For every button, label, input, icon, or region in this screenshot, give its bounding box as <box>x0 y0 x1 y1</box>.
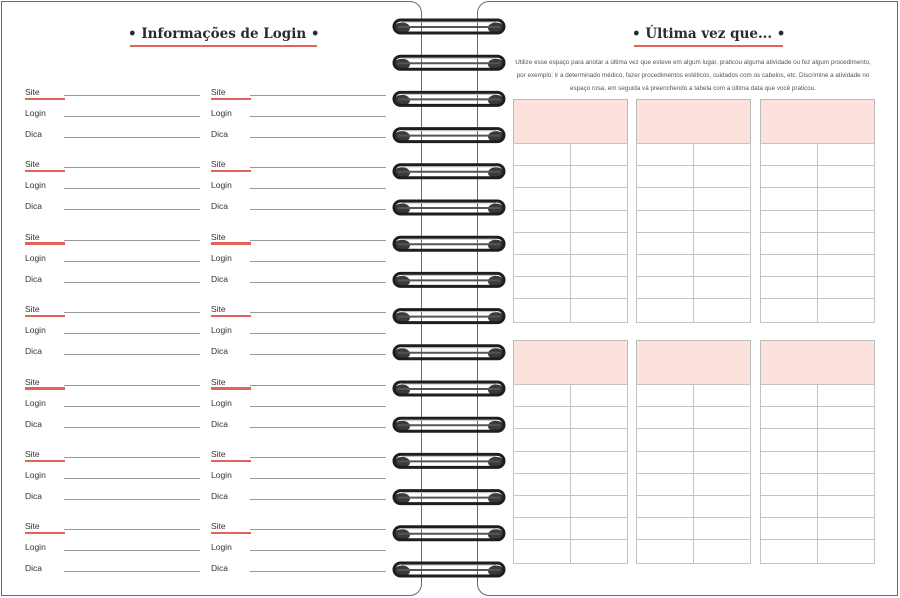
date-cell[interactable] <box>636 539 694 563</box>
binding-ring <box>394 491 504 505</box>
login-field[interactable] <box>250 333 386 334</box>
binding-ring <box>394 92 504 106</box>
date-cell[interactable] <box>817 232 876 256</box>
date-cell[interactable] <box>513 298 571 322</box>
date-cell[interactable] <box>570 232 629 256</box>
date-cell[interactable] <box>570 165 629 189</box>
date-cell[interactable] <box>636 517 694 541</box>
tip-label: Dica <box>25 273 43 284</box>
tip-label: Dica <box>25 129 43 139</box>
binding-ring <box>394 310 504 324</box>
binding-ring <box>394 454 504 468</box>
date-cell[interactable] <box>760 232 818 256</box>
date-cell[interactable] <box>513 165 571 189</box>
tip-label: Dica <box>211 563 229 574</box>
date-cell[interactable] <box>760 384 818 408</box>
date-cell[interactable] <box>817 495 876 519</box>
site-label-underline <box>211 532 251 535</box>
activity-header-cell[interactable] <box>636 99 751 144</box>
date-cell[interactable] <box>817 210 876 234</box>
date-cell[interactable] <box>693 298 752 322</box>
login-label: Login <box>211 252 232 263</box>
date-cell[interactable] <box>817 406 876 430</box>
tip-field[interactable] <box>250 282 386 283</box>
date-cell[interactable] <box>693 254 752 278</box>
site-label-underline <box>211 170 251 173</box>
date-cell[interactable] <box>693 495 752 519</box>
date-cell[interactable] <box>817 451 876 475</box>
date-cell[interactable] <box>760 254 818 278</box>
login-field[interactable] <box>250 261 386 262</box>
site-label: Site <box>25 231 40 242</box>
date-cell[interactable] <box>570 473 629 497</box>
site-label: Site <box>211 449 226 459</box>
date-cell[interactable] <box>693 539 752 563</box>
login-label: Login <box>211 180 232 191</box>
date-cell[interactable] <box>636 254 694 278</box>
login-field[interactable] <box>64 116 200 117</box>
date-cell[interactable] <box>513 406 571 430</box>
date-cell[interactable] <box>570 254 629 278</box>
site-label-underline <box>211 387 251 390</box>
date-cell[interactable] <box>636 495 694 519</box>
tip-field[interactable] <box>64 499 200 500</box>
date-cell[interactable] <box>513 187 571 211</box>
site-label: Site <box>25 449 40 459</box>
login-field[interactable] <box>250 116 386 117</box>
site-label-underline <box>211 460 251 463</box>
spiral-binding-icon <box>384 0 514 598</box>
date-cell[interactable] <box>760 143 818 167</box>
site-label-underline <box>25 98 65 101</box>
date-cell[interactable] <box>570 428 629 452</box>
site-field[interactable] <box>64 95 200 96</box>
tip-label: Dica <box>25 491 43 501</box>
date-cell[interactable] <box>570 406 629 430</box>
tip-field[interactable] <box>64 137 200 138</box>
site-field[interactable] <box>250 529 386 530</box>
site-label-underline <box>25 532 65 535</box>
login-field[interactable] <box>64 188 200 189</box>
left-page <box>1 1 422 596</box>
tip-field[interactable] <box>250 427 386 428</box>
binding-ring <box>394 237 504 251</box>
date-cell[interactable] <box>693 473 752 497</box>
login-label: Login <box>25 470 46 480</box>
login-field[interactable] <box>250 550 386 551</box>
date-cell[interactable] <box>817 539 876 563</box>
login-info-title: • Informações de Login • <box>128 26 320 42</box>
tip-field[interactable] <box>250 137 386 138</box>
binding-ring <box>394 346 504 360</box>
site-label-underline <box>25 387 65 390</box>
date-cell[interactable] <box>817 143 876 167</box>
site-label: Site <box>211 159 226 170</box>
binding-ring <box>394 418 504 432</box>
date-cell[interactable] <box>513 517 571 541</box>
site-field[interactable] <box>64 312 200 313</box>
tip-field[interactable] <box>64 282 200 283</box>
date-cell[interactable] <box>760 210 818 234</box>
date-cell[interactable] <box>760 406 818 430</box>
date-cell[interactable] <box>636 406 694 430</box>
date-cell[interactable] <box>760 428 818 452</box>
date-cell[interactable] <box>693 210 752 234</box>
date-cell[interactable] <box>570 451 629 475</box>
tip-field[interactable] <box>250 209 386 210</box>
date-cell[interactable] <box>570 143 629 167</box>
binding-ring <box>394 382 504 396</box>
date-cell[interactable] <box>513 539 571 563</box>
date-cell[interactable] <box>636 428 694 452</box>
date-cell[interactable] <box>760 165 818 189</box>
tip-label: Dica <box>211 491 229 501</box>
site-label-underline <box>211 315 251 318</box>
site-label: Site <box>211 376 226 387</box>
site-label-underline <box>211 242 251 245</box>
date-cell[interactable] <box>817 517 876 541</box>
tip-label: Dica <box>25 346 43 357</box>
date-cell[interactable] <box>636 384 694 408</box>
login-label: Login <box>211 397 232 408</box>
site-label-underline <box>25 315 65 318</box>
date-cell[interactable] <box>693 165 752 189</box>
date-cell[interactable] <box>570 187 629 211</box>
date-cell[interactable] <box>693 517 752 541</box>
date-cell[interactable] <box>760 473 818 497</box>
activity-header-cell[interactable] <box>636 340 751 385</box>
tip-label: Dica <box>211 201 229 212</box>
site-field[interactable] <box>250 312 386 313</box>
date-cell[interactable] <box>570 517 629 541</box>
date-cell[interactable] <box>570 210 629 234</box>
date-cell[interactable] <box>693 384 752 408</box>
binding-ring <box>394 527 504 541</box>
site-label-underline <box>211 98 251 101</box>
binding-ring <box>394 56 504 69</box>
binding-ring <box>394 20 504 34</box>
tip-field[interactable] <box>64 354 200 355</box>
date-cell[interactable] <box>513 143 571 167</box>
tip-field[interactable] <box>250 571 386 572</box>
tip-label: Dica <box>211 418 229 429</box>
binding-ring <box>394 201 504 215</box>
login-label: Login <box>25 397 46 408</box>
date-cell[interactable] <box>513 232 571 256</box>
date-cell[interactable] <box>513 276 571 300</box>
date-cell[interactable] <box>570 539 629 563</box>
tip-field[interactable] <box>64 571 200 572</box>
site-field[interactable] <box>250 167 386 168</box>
binding-ring <box>394 273 504 287</box>
date-cell[interactable] <box>817 384 876 408</box>
login-field[interactable] <box>250 478 386 479</box>
date-cell[interactable] <box>570 298 629 322</box>
date-cell[interactable] <box>817 428 876 452</box>
date-cell[interactable] <box>693 232 752 256</box>
activity-header-cell[interactable] <box>513 99 628 144</box>
date-cell[interactable] <box>693 451 752 475</box>
tip-label: Dica <box>211 273 229 284</box>
login-label: Login <box>211 470 232 480</box>
date-cell[interactable] <box>693 428 752 452</box>
site-field[interactable] <box>64 385 200 386</box>
site-label: Site <box>211 304 226 315</box>
login-label: Login <box>211 542 232 553</box>
date-cell[interactable] <box>636 165 694 189</box>
date-cell[interactable] <box>636 232 694 256</box>
site-field[interactable] <box>250 240 386 241</box>
login-label: Login <box>25 108 46 118</box>
instructions-text: Utilize esse espaço para anotar a última vez que esteve em algum lugar, praticou alguma atividade ou fez algum procedimento, por exemplo: ir a determinado médico, fazer procedimentos estéticos, cuidados com os cabelos, etc. Discrimine a atividade no espaço rosa, em seguida vá preenchendo a tabela com a última data que você praticou. <box>515 59 871 93</box>
date-cell[interactable] <box>636 451 694 475</box>
date-cell[interactable] <box>760 276 818 300</box>
date-cell[interactable] <box>817 298 876 322</box>
date-cell[interactable] <box>636 276 694 300</box>
activity-header-cell[interactable] <box>760 99 875 144</box>
login-label: Login <box>25 542 46 553</box>
site-label: Site <box>211 231 226 242</box>
site-field[interactable] <box>64 529 200 530</box>
tip-field[interactable] <box>64 209 200 210</box>
site-label: Site <box>25 159 40 170</box>
site-field[interactable] <box>250 457 386 458</box>
date-cell[interactable] <box>760 539 818 563</box>
site-label: Site <box>25 304 40 315</box>
date-cell[interactable] <box>636 187 694 211</box>
date-cell[interactable] <box>760 517 818 541</box>
login-field[interactable] <box>250 188 386 189</box>
site-label: Site <box>211 87 226 97</box>
site-label: Site <box>211 521 226 532</box>
site-label: Site <box>25 521 40 532</box>
date-cell[interactable] <box>693 406 752 430</box>
activity-header-cell[interactable] <box>513 340 628 385</box>
date-cell[interactable] <box>513 495 571 519</box>
login-label: Login <box>211 325 232 336</box>
tip-label: Dica <box>25 201 43 212</box>
site-field[interactable] <box>64 457 200 458</box>
date-cell[interactable] <box>693 187 752 211</box>
date-cell[interactable] <box>693 143 752 167</box>
date-cell[interactable] <box>817 187 876 211</box>
tip-field[interactable] <box>250 499 386 500</box>
tip-label: Dica <box>25 418 43 429</box>
tip-label: Dica <box>211 129 229 139</box>
site-label: Site <box>25 376 40 387</box>
site-field[interactable] <box>250 95 386 96</box>
site-label: Site <box>25 87 40 97</box>
login-field[interactable] <box>64 478 200 479</box>
date-cell[interactable] <box>570 495 629 519</box>
tip-field[interactable] <box>250 354 386 355</box>
date-cell[interactable] <box>817 473 876 497</box>
date-cell[interactable] <box>570 276 629 300</box>
date-cell[interactable] <box>817 254 876 278</box>
tip-label: Dica <box>211 346 229 357</box>
login-field[interactable] <box>64 333 200 334</box>
date-cell[interactable] <box>636 210 694 234</box>
site-label-underline <box>25 460 65 463</box>
date-cell[interactable] <box>760 298 818 322</box>
site-label-underline <box>25 170 65 173</box>
site-field[interactable] <box>250 385 386 386</box>
tip-label: Dica <box>25 563 43 574</box>
date-cell[interactable] <box>636 143 694 167</box>
date-cell[interactable] <box>636 298 694 322</box>
login-label: Login <box>25 252 46 263</box>
date-cell[interactable] <box>760 451 818 475</box>
date-cell[interactable] <box>760 495 818 519</box>
activity-header-cell[interactable] <box>760 340 875 385</box>
date-cell[interactable] <box>513 473 571 497</box>
date-cell[interactable] <box>760 187 818 211</box>
binding-ring <box>394 129 504 143</box>
login-label: Login <box>211 108 232 118</box>
tip-field[interactable] <box>64 427 200 428</box>
date-cell[interactable] <box>513 428 571 452</box>
site-field[interactable] <box>64 167 200 168</box>
right-page <box>477 1 898 596</box>
site-label-underline <box>25 242 65 245</box>
site-field[interactable] <box>64 240 200 241</box>
login-label: Login <box>25 180 46 191</box>
date-cell[interactable] <box>693 276 752 300</box>
date-cell[interactable] <box>570 384 629 408</box>
login-field[interactable] <box>64 261 200 262</box>
date-cell[interactable] <box>636 473 694 497</box>
date-cell[interactable] <box>817 165 876 189</box>
login-field[interactable] <box>64 550 200 551</box>
login-label: Login <box>25 325 46 336</box>
date-cell[interactable] <box>513 384 571 408</box>
login-field[interactable] <box>64 406 200 407</box>
binding-ring <box>394 165 504 179</box>
date-cell[interactable] <box>513 210 571 234</box>
last-time-title: • Última vez que... • <box>632 26 786 42</box>
login-field[interactable] <box>250 406 386 407</box>
binding-ring <box>394 563 504 577</box>
date-cell[interactable] <box>817 276 876 300</box>
date-cell[interactable] <box>513 451 571 475</box>
date-cell[interactable] <box>513 254 571 278</box>
